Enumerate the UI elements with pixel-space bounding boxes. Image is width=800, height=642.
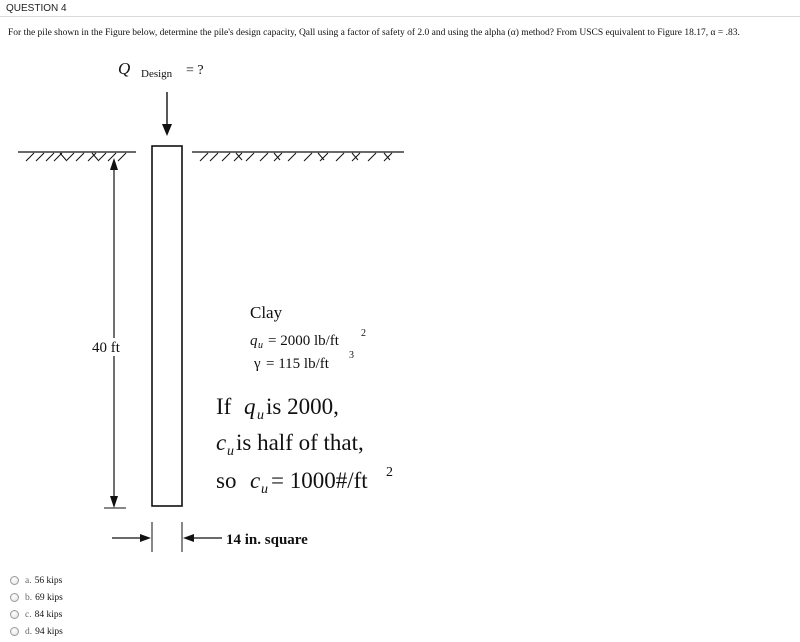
q-design-subscript: Design [141,68,173,80]
svg-text:= 1000#/ft: = 1000#/ft [271,468,368,493]
answer-letter: d. [25,626,33,637]
answer-option-a[interactable] [10,572,63,589]
load-arrow-head [162,124,172,136]
answer-text: 56 kips [34,575,63,586]
svg-text:u: u [227,444,234,459]
svg-text:2: 2 [386,465,393,480]
depth-label: 40 ft [92,340,120,356]
radio-button-d[interactable] [10,627,19,636]
answer-text: 84 kips [34,609,63,620]
svg-text:If: If [216,394,232,419]
ground-surface-right [192,152,404,161]
answer-letter: a. [25,575,32,586]
gamma-value: = 115 lb/ft [266,356,329,372]
answer-option-b[interactable] [10,589,63,606]
svg-text:is half of that,: is half of that, [236,430,364,455]
answer-text: 94 kips [35,626,63,637]
soil-type-label: Clay [250,303,283,322]
answer-options [10,572,63,640]
radio-button-b[interactable] [10,593,19,602]
svg-text:u: u [257,408,264,423]
q-design-value: = ? [186,63,204,78]
width-dimension [112,522,222,552]
svg-text:u: u [261,482,268,497]
qu-subscript: u [258,340,263,351]
svg-text:q: q [244,394,256,419]
svg-text:c: c [250,468,261,493]
note-line-2 [216,430,364,459]
svg-text:is 2000,: is 2000, [266,394,339,419]
gamma-symbol: γ [254,356,261,372]
note-line-1 [216,394,339,423]
answer-option-d[interactable] [10,623,63,640]
pile [152,146,182,506]
question-text: For the pile shown in the Figure below, determine the pile's design capacity, Qall using a factor of safety of 2.0 and using the alpha (α) method? From USCS equivalent to Figure 18.17, α = .83. [8,28,740,38]
depth-dimension [104,158,126,508]
answer-text: 69 kips [35,592,63,603]
svg-text:c: c [216,430,227,455]
radio-button-a[interactable] [10,576,19,585]
note-line-3 [216,465,393,497]
ground-surface-left [18,152,136,161]
answer-letter: b. [25,592,33,603]
question-title: QUESTION 4 [6,3,67,14]
gamma-exponent: 3 [349,350,354,361]
q-design-symbol: Q [118,59,131,78]
qu-exponent: 2 [361,328,366,339]
qu-symbol: q [250,333,258,349]
answer-letter: c. [25,609,32,620]
pile-size-label: 14 in. square [226,532,308,548]
radio-button-c[interactable] [10,610,19,619]
qu-value: = 2000 lb/ft [268,333,339,349]
svg-text:so: so [216,468,237,493]
answer-option-c[interactable] [10,606,63,623]
